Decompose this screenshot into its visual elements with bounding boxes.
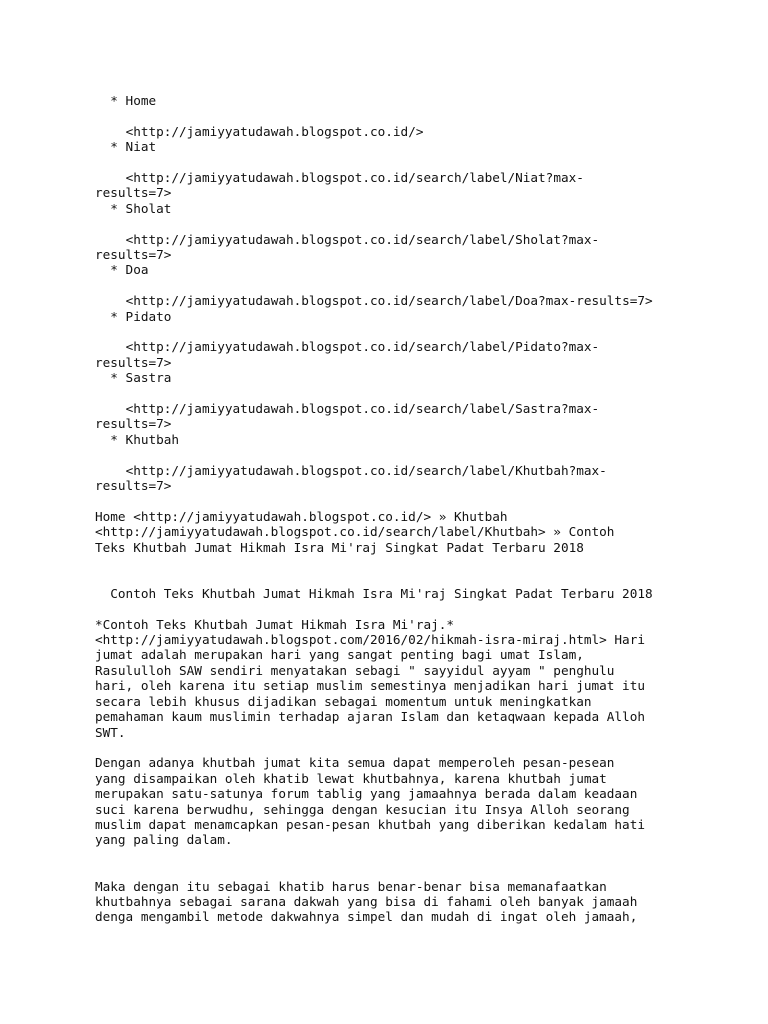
breadcrumb-line: Teks Khutbah Jumat Hikmah Isra Mi'raj Singkat Padat Terbaru 2018 — [95, 539, 584, 555]
paragraph-line: Dengan adanya khutbah jumat kita semua dapat memperoleh pesan-pesean — [95, 755, 615, 771]
paragraph-line: muslim dapat menamcapkan pesan-pesan khutbah yang diberikan kedalam hati — [95, 816, 645, 832]
nav-bullet: * Pidato — [95, 308, 172, 324]
paragraph-line-link[interactable]: <http://jamiyyatudawah.blogspot.com/2016/02/hikmah-isra-miraj.html> Hari — [95, 632, 645, 648]
breadcrumb — [95, 509, 715, 555]
paragraph-line: *Contoh Teks Khutbah Jumat Hikmah Isra Mi'raj.* — [95, 616, 455, 632]
nav-url-link-cont[interactable]: results=7> — [95, 247, 172, 263]
nav-bullet: * Home — [95, 93, 157, 108]
article-paragraph-3 — [95, 879, 715, 925]
breadcrumb-line[interactable]: <http://jamiyyatudawah.blogspot.co.id/search/label/Khutbah> » Contoh — [95, 524, 615, 540]
nav-url-link-cont[interactable]: results=7> — [95, 416, 172, 432]
nav-item-home — [95, 93, 715, 139]
nav-bullet: * Khutbah — [95, 431, 180, 447]
paragraph-line: yang disampaikan oleh khatib lewat khutbahnya, karena khutbah jumat — [95, 770, 607, 786]
nav-url-link[interactable]: <http://jamiyyatudawah.blogspot.co.id/search/label/Sastra?max- — [95, 401, 600, 417]
nav-url-link[interactable]: <http://jamiyyatudawah.blogspot.co.id/search/label/Sholat?max- — [95, 231, 600, 247]
nav-list — [95, 93, 715, 493]
nav-url-link-cont[interactable]: results=7> — [95, 478, 172, 494]
nav-item-niat — [95, 139, 715, 201]
paragraph-line: suci karena berwudhu, sehingga dengan kesucian itu Insya Alloh seorang — [95, 801, 630, 817]
paragraph-line: SWT. — [95, 724, 126, 740]
nav-url-link[interactable]: <http://jamiyyatudawah.blogspot.co.id/search/label/Niat?max- — [95, 170, 584, 185]
nav-bullet: * Sastra — [95, 370, 172, 386]
paragraph-line: merupakan satu-satunya forum tablig yang jamaahnya berada dalam keadaan — [95, 786, 638, 802]
article-title: Contoh Teks Khutbah Jumat Hikmah Isra Mi'raj Singkat Padat Terbaru 2018 — [95, 585, 653, 601]
paragraph-line: Maka dengan itu sebagai khatib harus benar-benar bisa memanafaatkan — [95, 878, 607, 894]
nav-url-link-cont[interactable]: results=7> — [95, 354, 172, 370]
nav-url-link[interactable]: <http://jamiyyatudawah.blogspot.co.id/search/label/Khutbah?max- — [95, 462, 607, 478]
paragraph-line: secara lebih khusus dijadikan sebagai momentum untuk meningkatkan — [95, 693, 592, 709]
nav-item-doa — [95, 262, 715, 308]
paragraph-line: pemahaman kaum muslimin terhadap ajaran Islam dan ketaqwaan kepada Alloh — [95, 709, 645, 725]
paragraph-line: jumat adalah merupakan hari yang sangat penting bagi umat Islam, — [95, 647, 584, 663]
article-paragraph-2 — [95, 755, 715, 847]
article-paragraph-1 — [95, 617, 715, 740]
nav-bullet: * Doa — [95, 262, 149, 278]
nav-bullet: * Niat — [95, 139, 157, 155]
nav-item-khutbah — [95, 432, 715, 494]
nav-bullet: * Sholat — [95, 200, 172, 216]
nav-item-sastra — [95, 370, 715, 432]
breadcrumb-line[interactable]: Home <http://jamiyyatudawah.blogspot.co.id/> » Khutbah — [95, 508, 508, 524]
nav-item-sholat — [95, 201, 715, 263]
nav-url-link[interactable]: <http://jamiyyatudawah.blogspot.co.id/search/label/Pidato?max- — [95, 339, 600, 355]
paragraph-line: Rasululloh SAW sendiri menyatakan sebagi " sayyidul ayyam " penghulu — [95, 662, 615, 678]
paragraph-line: yang paling dalam. — [95, 832, 233, 848]
document-page — [95, 93, 715, 925]
nav-url-link[interactable]: <http://jamiyyatudawah.blogspot.co.id/> — [95, 123, 424, 139]
nav-item-pidato — [95, 309, 715, 371]
paragraph-line: denga mengambil metode dakwahnya simpel dan mudah di ingat oleh jamaah, — [95, 909, 638, 925]
paragraph-line: hari, oleh karena itu setiap muslim semestinya menjadikan hari jumat itu — [95, 678, 645, 694]
nav-url-link-cont[interactable]: results=7> — [95, 185, 172, 201]
paragraph-line: khutbahnya sebagai sarana dakwah yang bisa di fahami oleh banyak jamaah — [95, 893, 638, 909]
nav-url-link[interactable]: <http://jamiyyatudawah.blogspot.co.id/search/label/Doa?max-results=7> — [95, 293, 653, 309]
